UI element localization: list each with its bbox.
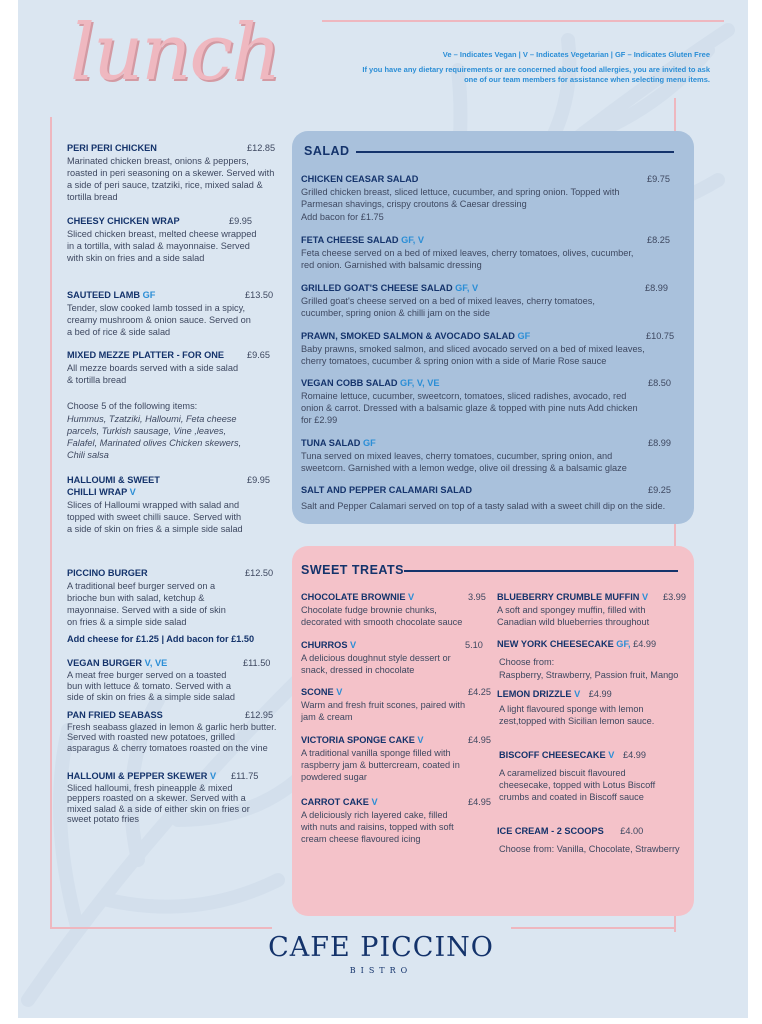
item-name-text: NEW YORK CHEESECAKE [497, 639, 614, 649]
sweet-heading: SWEET TREATS [301, 563, 404, 577]
menu-item [301, 796, 491, 845]
item-name [301, 282, 671, 294]
diet-tag: GF, V [401, 235, 425, 245]
diet-tag: V [336, 687, 343, 697]
item-name-text: VEGAN BURGER [67, 658, 143, 668]
diet-tag: GF, [616, 639, 631, 649]
menu-item [301, 484, 686, 512]
frame-line [322, 20, 724, 22]
item-price: £9.95 [229, 216, 252, 226]
item-price: £9.25 [648, 485, 671, 495]
frame-line [511, 927, 676, 929]
menu-item [67, 215, 257, 264]
item-name-line1: HALLOUMI & SWEET [67, 475, 160, 485]
item-price: £4.95 [468, 797, 491, 807]
salad-heading: SALAD [304, 144, 350, 158]
item-name: MIXED MEZZE PLATTER - FOR ONE [67, 350, 225, 360]
sweet-heading-rule [404, 570, 678, 572]
item-name-text: BLUEBERRY CRUMBLE MUFFIN [497, 592, 640, 602]
item-description: Grilled goat's cheese served on a bed of mixed leaves, cherry tomatoes, cucumber, spring onion & chilli jam on the side [301, 296, 595, 318]
item-price: £4.99 [622, 750, 646, 760]
item-name-text: GRILLED GOAT'S CHEESE SALAD [301, 283, 453, 293]
item-price: £8.25 [647, 235, 670, 245]
diet-tag: GF, V [455, 283, 479, 293]
item-name [301, 330, 676, 342]
item-name [301, 437, 671, 449]
menu-item [301, 734, 491, 783]
diet-tag: V [371, 797, 378, 807]
item-name [67, 289, 257, 301]
menu-item [301, 437, 671, 474]
item-description: A meat free burger served on a toasted bun with lettuce & tomato. Served with a side of skin on fries & a simple side salad [67, 670, 236, 702]
menu-item [67, 142, 279, 203]
item-description: Fresh seabass glazed in lemon & garlic herb butter. Served with roasted new potatoes, grilled asparagus & cherry tomatoes roasted on the vine [67, 721, 277, 753]
item-description: Feta cheese served on a bed of mixed leaves, cherry tomatoes, olives, cucumber, red onion. Garnished with balsamic dressing [301, 248, 634, 270]
item-name [301, 796, 491, 808]
item-addon: Add cheese for £1.25 | Add bacon for £1.50 [67, 634, 255, 644]
item-name-text: TUNA SALAD [301, 438, 361, 448]
item-price: £4.99 [588, 689, 612, 699]
item-name [301, 686, 491, 698]
item-price: £12.85 [247, 143, 276, 153]
diet-tag: V [417, 735, 424, 745]
item-price: £11.75 [231, 771, 259, 781]
menu-item [67, 658, 279, 703]
item-name: SALT AND PEPPER CALAMARI SALAD [301, 485, 472, 495]
item-description: Slices of Halloumi wrapped with salad and topped with sweet chilli sauce. Served with a side of skin on fries & a simple side salad [67, 500, 243, 534]
diet-tag: V [350, 640, 357, 650]
diet-tag: GF [142, 290, 156, 300]
item-name: PERI PERI CHICKEN [67, 143, 157, 153]
dietary-legend [350, 50, 710, 90]
item-description: Sliced halloumi, fresh pineapple & mixed peppers roasted on a skewer. Served with a mixed salad & a side of either skin on fries or sweet potato fries [67, 782, 250, 824]
item-description: A caramelized biscuit flavoured cheesecake, topped with Lotus Biscoff crumbs and coated in Biscoff sauce [499, 768, 656, 802]
item-name [67, 486, 243, 498]
diet-tag: V [209, 771, 217, 781]
item-description: Warm and fresh fruit scones, paired with jam & cream [301, 700, 466, 722]
menu-item [497, 688, 693, 727]
brand-subtitle: BISTRO [349, 966, 413, 975]
item-description: Choose from: Vanilla, Chocolate, Strawberry [499, 844, 680, 854]
item-price: £4.25 [468, 687, 491, 697]
item-name-text: LEMON DRIZZLE [497, 689, 572, 699]
item-price: £8.99 [648, 438, 671, 448]
menu-item [497, 825, 693, 855]
item-description: Baby prawns, smoked salmon, and sliced avocado served on a bed of mixed leaves, cherry tomatoes, cucumber & spring onion with a side of Marie Rose sauce [301, 344, 645, 366]
diet-tag: V [129, 487, 136, 497]
menu-item [301, 591, 489, 628]
menu-item [301, 639, 489, 676]
item-price: £9.65 [247, 350, 270, 360]
menu-item [301, 173, 671, 223]
menu-item [67, 349, 270, 461]
item-price: £12.95 [245, 710, 274, 720]
item-price: £11.50 [243, 658, 271, 668]
item-description: Marinated chicken breast, onions & peppers, roasted in peri seasoning on a skewer. Served with a side of peri sauce, tzatziki, rice, mixed salad & tortilla bread [67, 156, 275, 202]
legend-text: Ve – Indicates Vegan | V – Indicates Vegetarian | GF – Indicates Gluten Free [442, 50, 710, 59]
item-price: £4.00 [620, 826, 644, 836]
item-name: CHEESY CHICKEN WRAP [67, 216, 180, 226]
item-description: Tender, slow cooked lamb tossed in a spicy, creamy mushroom & onion sauce. Served on a bed of rice & side salad [67, 303, 251, 337]
item-description: A deliciously rich layered cake, filled with nuts and raisins, topped with soft cream cheese flavoured icing [301, 810, 454, 844]
menu-item [301, 234, 671, 271]
item-price: £4.95 [468, 735, 491, 745]
item-description: A traditional vanilla sponge filled with raspberry jam & buttercream, coated in powdered sugar [301, 748, 460, 782]
item-name-text: BISCOFF CHEESECAKE [499, 750, 606, 760]
menu-item [497, 638, 693, 681]
item-price: £9.95 [247, 475, 270, 485]
item-name-text: CARROT CAKE [301, 797, 369, 807]
diet-tag: V [641, 592, 649, 602]
menu-item [67, 567, 279, 645]
item-price: £13.50 [245, 290, 274, 300]
menu-item [67, 474, 270, 535]
allergy-note: If you have any dietary requirements or are concerned about food allergies, you are invited to ask one of our team members for assistance when selecting menu items. [362, 65, 710, 84]
item-name-text: HALLOUMI & PEPPER SKEWER [67, 771, 208, 781]
item-description: Chocolate fudge brownie chunks, decorated with smooth chocolate sauce [301, 605, 463, 627]
menu-item [499, 749, 693, 803]
choose-list: Hummus, Tzatziki, Halloumi, Feta cheese parcels, Turkish sausage, Vine ,leaves, Falafel, Marinated olives Chicken skewers, Chili salsa [67, 414, 242, 460]
diet-tag: V, VE [144, 658, 168, 668]
item-name-text: CHURROS [301, 640, 348, 650]
menu-item [301, 330, 676, 367]
choose-title: Choose from: [499, 657, 555, 667]
item-name: PAN FRIED SEABASS [67, 710, 163, 720]
item-price: £12.50 [245, 568, 274, 578]
item-price: £9.75 [647, 174, 670, 184]
menu-item [301, 282, 671, 319]
menu-item [67, 710, 279, 753]
item-name [497, 825, 693, 837]
item-name: CHICKEN CEASAR SALAD [301, 174, 419, 184]
item-name [301, 591, 489, 603]
diet-tag: V [574, 689, 581, 699]
item-description: Grilled chicken breast, sliced lettuce, cucumber, and spring onion. Topped with Parmesan shavings, crispy croutons & Caesar dressing [301, 187, 620, 209]
menu-item [301, 686, 491, 723]
item-description: A delicious doughnut style dessert or snack, dressed in chocolate [301, 653, 451, 675]
diet-tag: GF [517, 331, 531, 341]
diet-tag: GF [362, 438, 376, 448]
item-description: A light flavoured sponge with lemon zest,topped with Sicilian lemon sauce. [499, 704, 655, 726]
menu-item [67, 771, 279, 825]
item-price: £4.99 [633, 639, 657, 649]
item-name-text: ICE CREAM - 2 SCOOPS [497, 826, 604, 836]
page-title: lunch [70, 8, 280, 98]
item-name-text: VICTORIA SPONGE CAKE [301, 735, 415, 745]
item-price: £3.99 [663, 592, 686, 602]
menu-item [301, 377, 671, 426]
item-name-text: FETA CHEESE SALAD [301, 235, 399, 245]
menu-item [497, 591, 693, 628]
item-name-text: SAUTEED LAMB [67, 290, 140, 300]
diet-tag: V [408, 592, 415, 602]
frame-line [50, 117, 52, 929]
item-name [499, 749, 693, 761]
diet-tag: V [608, 750, 615, 760]
item-description: Romaine lettuce, cucumber, sweetcorn, tomatoes, sliced radishes, avocado, red onion & carrot. Dressed with a balsamic glaze & topped with pine nuts Add chicken for £2.99 [301, 391, 638, 425]
item-name [301, 234, 671, 246]
item-name [497, 638, 693, 650]
item-name [497, 688, 693, 700]
item-description: A soft and spongey muffin, filled with Canadian wild blueberries throughout [497, 605, 650, 627]
item-name [301, 734, 491, 746]
item-name-text: SCONE [301, 687, 334, 697]
frame-line [50, 927, 272, 929]
menu-item [67, 289, 274, 338]
item-name-text: PRAWN, SMOKED SALMON & AVOCADO SALAD [301, 331, 515, 341]
salad-heading-rule [356, 151, 674, 153]
item-price: 5.10 [465, 640, 483, 650]
choose-title: Choose 5 of the following items: [67, 401, 198, 411]
item-name-text: VEGAN COBB SALAD [301, 378, 398, 388]
item-name [301, 639, 489, 651]
item-price: £8.50 [648, 378, 671, 388]
brand-logo: CAFE PICCINO [268, 932, 494, 963]
item-description: Salt and Pepper Calamari served on top of a tasty salad with a sweet chill dip on the side. [301, 501, 666, 511]
item-price: 3.95 [468, 592, 486, 602]
item-name [301, 377, 671, 389]
item-name-text: CHILLI WRAP [67, 487, 128, 497]
item-description: All mezze boards served with a side salad & tortilla bread [67, 363, 239, 385]
item-price: £10.75 [646, 331, 675, 341]
item-description: Tuna served on mixed leaves, cherry tomatoes, cucumber, spring onion, and sweetcorn. Garnished with a lemon wedge, olive oil dressing & a balsamic glaze [301, 451, 627, 473]
item-description: Raspberry, Strawberry, Passion fruit, Mango [499, 670, 679, 680]
item-name-text: CHOCOLATE BROWNIE [301, 592, 406, 602]
item-description: A traditional beef burger served on a brioche bun with salad, ketchup & mayonnaise. Served with a side of skin on fries & a simple side salad [67, 581, 226, 627]
item-price: £8.99 [645, 283, 668, 293]
diet-tag: GF, V, VE [400, 378, 440, 388]
item-description: Sliced chicken breast, melted cheese wrapped in a tortilla, with salad & mayonnaise. Served with skin on fries and a side salad [67, 229, 257, 263]
item-extra: Add bacon for £1.75 [301, 212, 384, 222]
item-name: PICCINO BURGER [67, 568, 148, 578]
